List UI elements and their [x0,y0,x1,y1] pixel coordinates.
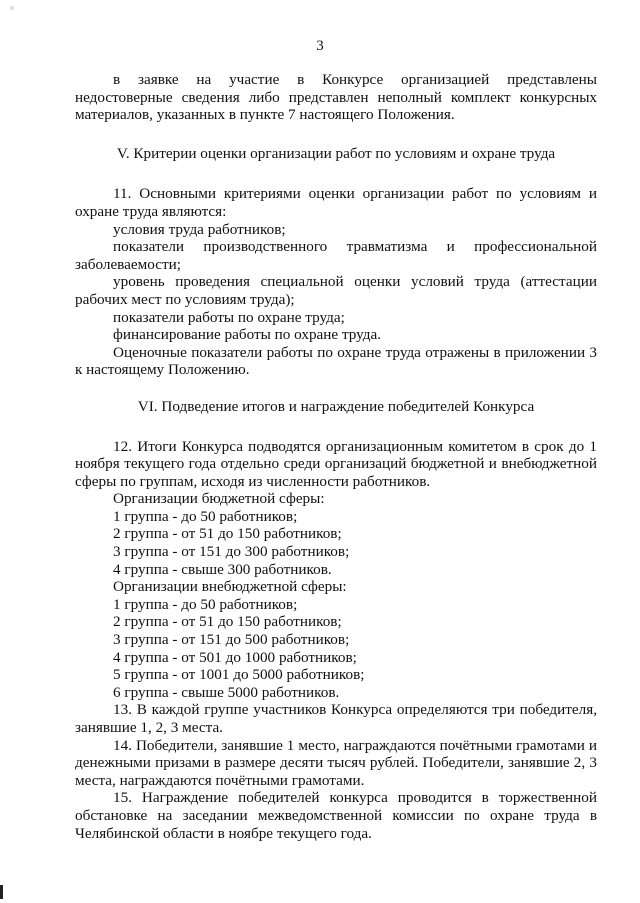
nonbudget-group-item: 4 группа - от 501 до 1000 работников; [113,648,357,666]
nonbudget-group-item: 5 группа - от 1001 до 5000 работников; [113,666,365,684]
paragraph-11-note: Оценочные показатели работы по охране труда отражены в приложении 3 к настоящему Положению. [75,343,597,379]
budget-group-item: 1 группа - до 50 работников; [113,507,298,525]
budget-group-item: 2 группа - от 51 до 150 работников; [113,525,342,543]
budget-sphere-title: Организации бюджетной сферы: [113,490,325,508]
intro-paragraph: в заявке на участие в Конкурсе организацией представлены недостоверные сведения либо представлен неполный комплект конкурсных материалов, указанных в пункте 7 настоящего Положения. [75,71,597,124]
criteria-item: финансирование работы по охране труда. [113,326,382,344]
budget-group-item: 4 группа - свыше 300 работников. [113,560,332,578]
section-6-heading: VI. Подведение итогов и награждение победителей Конкурса [137,397,535,415]
paragraph-14: 14. Победители, занявшие 1 место, награждаются почётными грамотами и денежными призами в размере десяти тысяч рублей. Победители, занявшие 2, 3 места, награждаются почётными грамотами. [75,736,597,789]
scan-speck [10,6,14,10]
paragraph-15: 15. Награждение победителей конкурса проводится в торжественной обстановке на заседании межведомственной комиссии по охране труда в Челябинской области в ноябре текущего года. [75,789,597,842]
paragraph-12: 12. Итоги Конкурса подводятся организационным комитетом в срок до 1 ноября текущего года отдельно среди организаций бюджетной и внебюджетной сферы по группам, исходя из численности работников. [75,437,597,490]
nonbudget-group-item: 2 группа - от 51 до 150 работников; [113,613,342,631]
nonbudget-group-item: 6 группа - свыше 5000 работников. [113,683,340,701]
criteria-item: показатели работы по охране труда; [113,308,345,326]
paragraph-13: 13. В каждой группе участников Конкурса определяются три победителя, занявшие 1, 2, 3 места. [75,701,597,736]
criteria-item: уровень проведения специальной оценки условий труда (аттестации рабочих мест по условиям труда); [75,273,597,308]
paragraph-11: 11. Основными критериями оценки организации работ по условиям и охране труда являются: [75,185,597,220]
scan-edge-mark [0,885,3,899]
nonbudget-group-item: 3 группа - от 151 до 500 работников; [113,631,350,649]
nonbudget-group-item: 1 группа - до 50 работников; [113,595,298,613]
criteria-item: показатели производственного травматизма и профессиональной заболеваемости; [75,238,597,273]
nonbudget-sphere-title: Организации внебюджетной сферы: [113,578,347,596]
document-body [75,71,597,842]
page-number: 3 [316,38,324,54]
section-5-heading: V. Критерии оценки организации работ по условиям и охране труда [116,144,556,162]
budget-group-item: 3 группа - от 151 до 300 работников; [113,543,350,561]
criteria-item: условия труда работников; [113,220,286,238]
